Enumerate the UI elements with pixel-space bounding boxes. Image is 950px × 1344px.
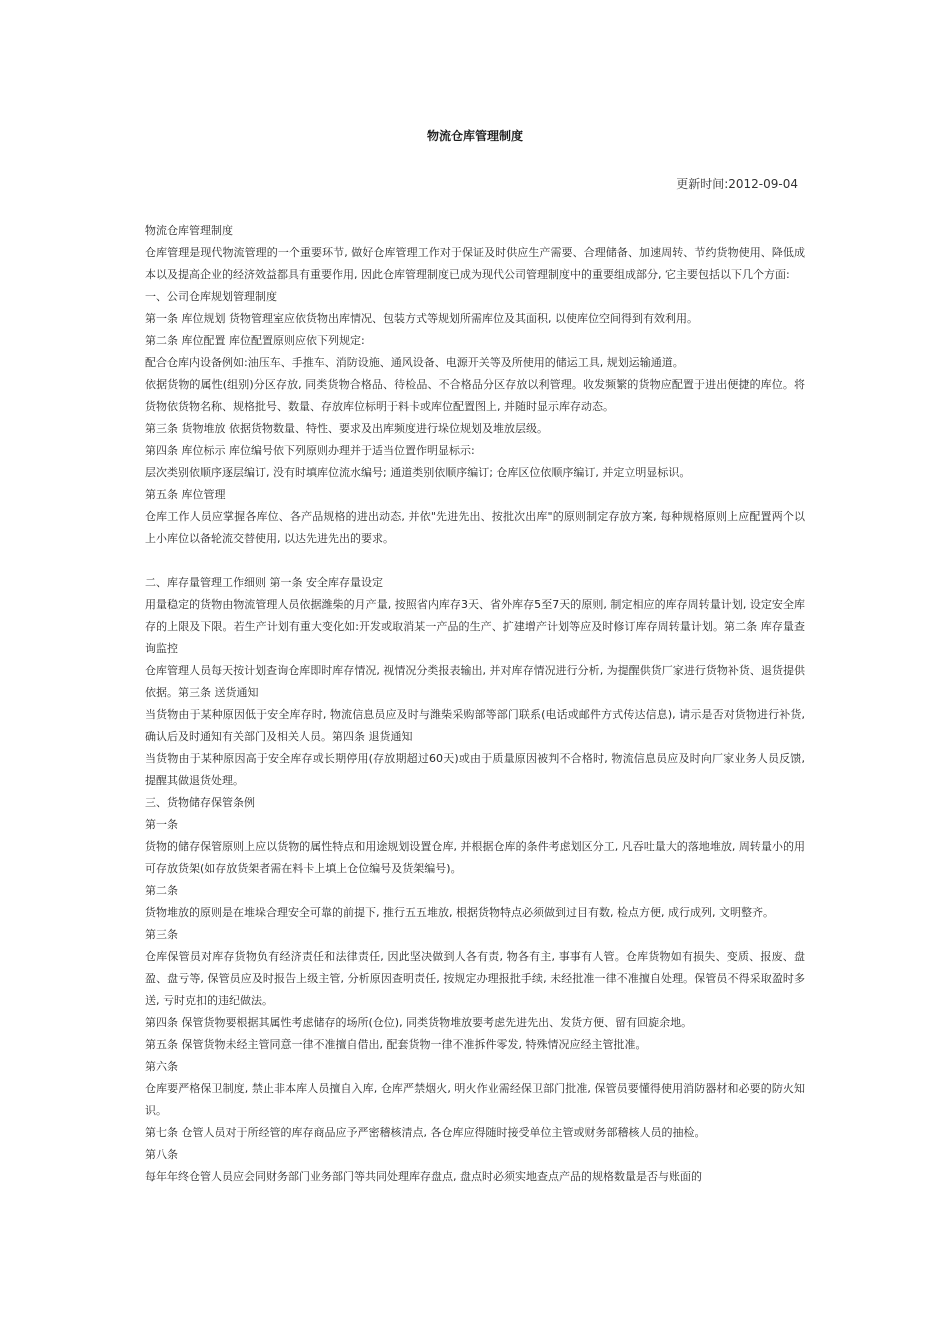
article-3-text: 仓库保管员对库存货物负有经济责任和法律责任, 因此坚决做到人各有责, 物各有主, 事事有人管。仓库货物如有损失、变质、报废、盘盈、盘亏等, 保管员应及时报告上级主管, 分析原因查明责任, 按规定办理报批手续, 未经批准一律不准擅自处理。保管员不得采取盈时多送, 亏时克扣的违纪做法。 [145,950,805,1007]
heading-intro: 物流仓库管理制度 [145,224,233,237]
section-heading-2: 二、库存量管理工作细则 第一条 安全库存量设定 [145,576,383,589]
paragraph-1-1: 第一条 库位规划 货物管理室应依货物出库情况、包装方式等规划所需库位及其面积, 以使库位空间得到有效利用。 [145,312,698,325]
article-8-label: 第八条 [145,1148,178,1161]
article-4: 第四条 保管货物要根据其属性考虑储存的场所(仓位), 同类货物堆放要考虑先进先出、发货方便、留有回旋余地。 [145,1016,693,1029]
article-8-text: 每年年终仓管人员应会同财务部门业务部门等共同处理库存盘点, 盘点时必须实地查点产品的规格数量是否与账面的 [145,1170,702,1183]
article-2-label: 第二条 [145,884,178,897]
paragraph-1-5: 第三条 货物堆放 依据货物数量、特性、要求及出库频度进行垛位规划及堆放层级。 [145,422,548,435]
paragraph-1-2: 第二条 库位配置 库位配置原则应依下列规定: [145,334,365,347]
paragraph-2-4: 当货物由于某种原因高于安全库存或长期停用(存放期超过60天)或由于质量原因被判不合格时, 物流信息员应及时向厂家业务人员反馈, 提醒其做退货处理。 [145,752,805,787]
article-7: 第七条 仓管人员对于所经管的库存商品应予严密稽核清点, 各仓库应得随时接受单位主管或财务部稽核人员的抽检。 [145,1126,706,1139]
article-2-text: 货物堆放的原则是在堆垛合理安全可靠的前提下, 推行五五堆放, 根据货物特点必须做到过目有数, 检点方便, 成行成列, 文明整齐。 [145,906,774,919]
paragraph-1-3: 配合仓库内设备例如:油压车、手推车、消防设施、通风设备、电源开关等及所使用的储运工具, 规划运输通道。 [145,356,684,369]
paragraph-1-9: 仓库工作人员应掌握各库位、各产品规格的进出动态, 并依"先进先出、按批次出库"的原则制定存放方案, 每种规格原则上应配置两个以上小库位以备轮流交替使用, 以达先进先出的要求。 [145,510,805,545]
document-body [145,220,805,1188]
paragraph-1-4: 依据货物的属性(组别)分区存放, 同类货物合格品、待检品、不合格品分区存放以利管理。收发频繁的货物应配置于进出便捷的库位。将货物依货物名称、规格批号、数量、存放库位标明于料卡或库位配置图上, 并随时显示库存动态。 [145,378,805,413]
paragraph-2-1: 用量稳定的货物由物流管理人员依据潍柴的月产量, 按照省内库存3天、省外库存5至7天的原则, 制定相应的库存周转量计划, 设定安全库存的上限及下限。若生产计划有重大变化如:开发或取消某一产品的生产、扩建增产计划等应及时修订库存周转量计划。第二条 库存量查询监控 [145,598,805,655]
article-1-text: 货物的储存保管原则上应以货物的属性特点和用途规划设置仓库, 并根据仓库的条件考虑划区分工, 凡吞吐量大的落地堆放, 周转量小的用可存放货架(如存放货架者需在料卡上填上仓位编号及货架编号)。 [145,840,805,875]
article-5: 第五条 保管货物未经主管同意一律不准擅自借出, 配套货物一律不准拆件零发, 特殊情况应经主管批准。 [145,1038,647,1051]
paragraph-2-3: 当货物由于某种原因低于安全库存时, 物流信息员应及时与潍柴采购部等部门联系(电话或邮件方式传达信息), 请示是否对货物进行补货, 确认后及时通知有关部门及相关人员。第四条 退货通知 [145,708,805,743]
paragraph-intro: 仓库管理是现代物流管理的一个重要环节, 做好仓库管理工作对于保证及时供应生产需要、合理储备、加速周转、节约货物使用、降低成本以及提高企业的经济效益都具有重要作用, 因此仓库管理制度已成为现代公司管理制度中的重要组成部分, 它主要包括以下几个方面: [145,246,805,281]
paragraph-2-2: 仓库管理人员每天按计划查询仓库即时库存情况, 视情况分类报表输出, 并对库存情况进行分析, 为提醒供货厂家进行货物补货、退货提供依据。第三条 送货通知 [145,664,805,699]
paragraph-1-7: 层次类别依顺序逐层编订, 没有时填库位流水编号; 通道类别依顺序编订; 仓库区位依顺序编订, 并定立明显标识。 [145,466,691,479]
article-1-label: 第一条 [145,818,178,831]
paragraph-1-8: 第五条 库位管理 [145,488,226,501]
update-time: 更新时间:2012-09-04 [676,177,798,191]
section-heading-1: 一、公司仓库规划管理制度 [145,290,277,303]
document-title: 物流仓库管理制度 [426,129,523,143]
paragraph-1-6: 第四条 库位标示 库位编号依下列原则办理并于适当位置作明显标示: [145,444,475,457]
article-3-label: 第三条 [145,928,178,941]
article-6-text: 仓库要严格保卫制度, 禁止非本库人员擅自入库, 仓库严禁烟火, 明火作业需经保卫部门批准, 保管员要懂得使用消防器材和必要的防火知识。 [145,1082,805,1117]
section-heading-3: 三、货物储存保管条例 [145,796,255,809]
article-6-label: 第六条 [145,1060,178,1073]
